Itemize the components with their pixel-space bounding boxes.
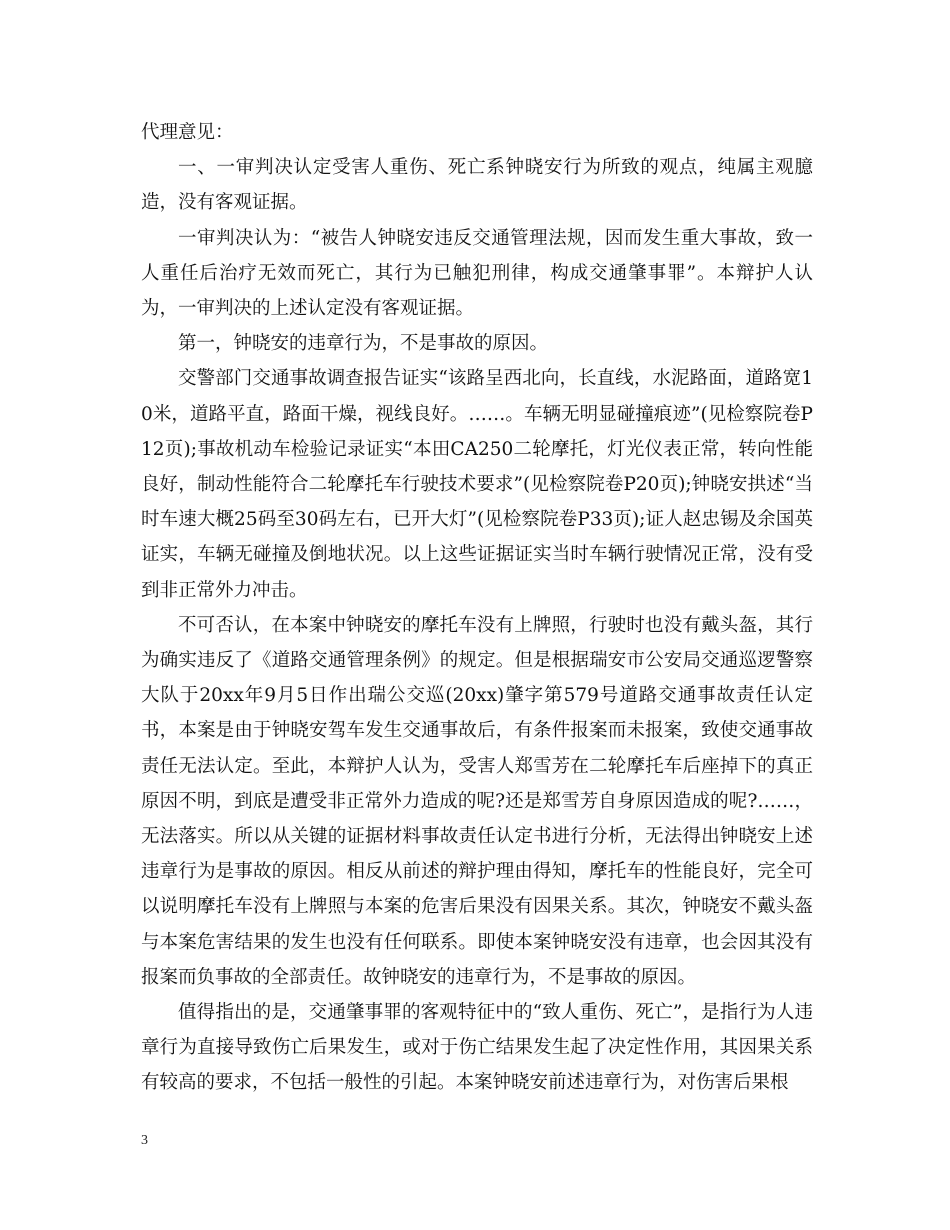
paragraph-first-instance-judgment: 一审判决认为：“被告人钟晓安违反交通管理法规，因而发生重大事故，致一人重任后治疗无效而死亡，其行为已触犯刑律，构成交通肇事罪”。本辩护人认为，一审判决的上述认定没有客观证据。 [141, 227, 813, 320]
paragraph-first-argument: 第一，钟晓安的违章行为，不是事故的原因。 [178, 333, 549, 355]
paragraph-causation: 值得指出的是，交通肇事罪的客观特征中的“致人重伤、死亡”，是指行为人违章行为直接导致伤亡后果发生，或对于伤亡结果发生起了决定性作用，其因果关系有较高的要求，不包括一般性的引起。本案钟晓安前述违章行为，对伤害后果根 [141, 1002, 813, 1094]
paragraph-point-one: 一、一审判决认定受害人重伤、死亡系钟晓安行为所致的观点，纯属主观臆造，没有客观证据。 [141, 157, 813, 214]
page-number: 3 [141, 1133, 148, 1148]
heading-opinion: 代理意见： [141, 122, 234, 143]
paragraph-violation-analysis: 不可否认，在本案中钟晓安的摩托车没有上牌照，行驶时也没有戴头盔，其行为确实违反了《道路交通管理条例》的规定。但是根据瑞安市公安局交通巡逻警察大队于20xx年9月5日作出瑞公交巡(20xx)肇字第579号道路交通事故责任认定书，本案是由于钟晓安驾车发生交通事故后，有条件报案而未报案，致使交通事故责任无法认定。至此，本辩护人认为，受害人郑雪芳在二轮摩托车后座掉下的真正原因不明，到底是遭受非正常外力造成的呢?还是郑雪芳自身原因造成的呢?……，无法落实。所以从关键的证据材料事故责任认定书进行分析，无法得出钟晓安上述违章行为是事故的原因。相反从前述的辩护理由得知，摩托车的性能良好，完全可以说明摩托车没有上牌照与本案的危害后果没有因果关系。其次，钟晓安不戴头盔与本案危害结果的发生也没有任何联系。即使本案钟晓安没有违章，也会因其没有报案而负事故的全部责任。故钟晓安的违章行为，不是事故的原因。 [141, 614, 813, 988]
paragraph-evidence: 交警部门交通事故调查报告证实“该路呈西北向，长直线，水泥路面，道路宽10米，道路平直，路面干燥，视线良好。……。车辆无明显碰撞痕迹”(见检察院卷P12页);事故机动车检验记录证实“本田CA250二轮摩托，灯光仪表正常，转向性能良好，制动性能符合二轮摩托车行驶技术要求”(见检察院卷P20页);钟晓安拱述“当时车速大概25码至30码左右，已开大灯”(见检察院卷P33页);证人赵忠锡及余国英证实，车辆无碰撞及倒地状况。以上这些证据证实当时车辆行驶情况正常，没有受到非正常外力冲击。 [141, 368, 813, 601]
document-body [141, 115, 813, 1101]
